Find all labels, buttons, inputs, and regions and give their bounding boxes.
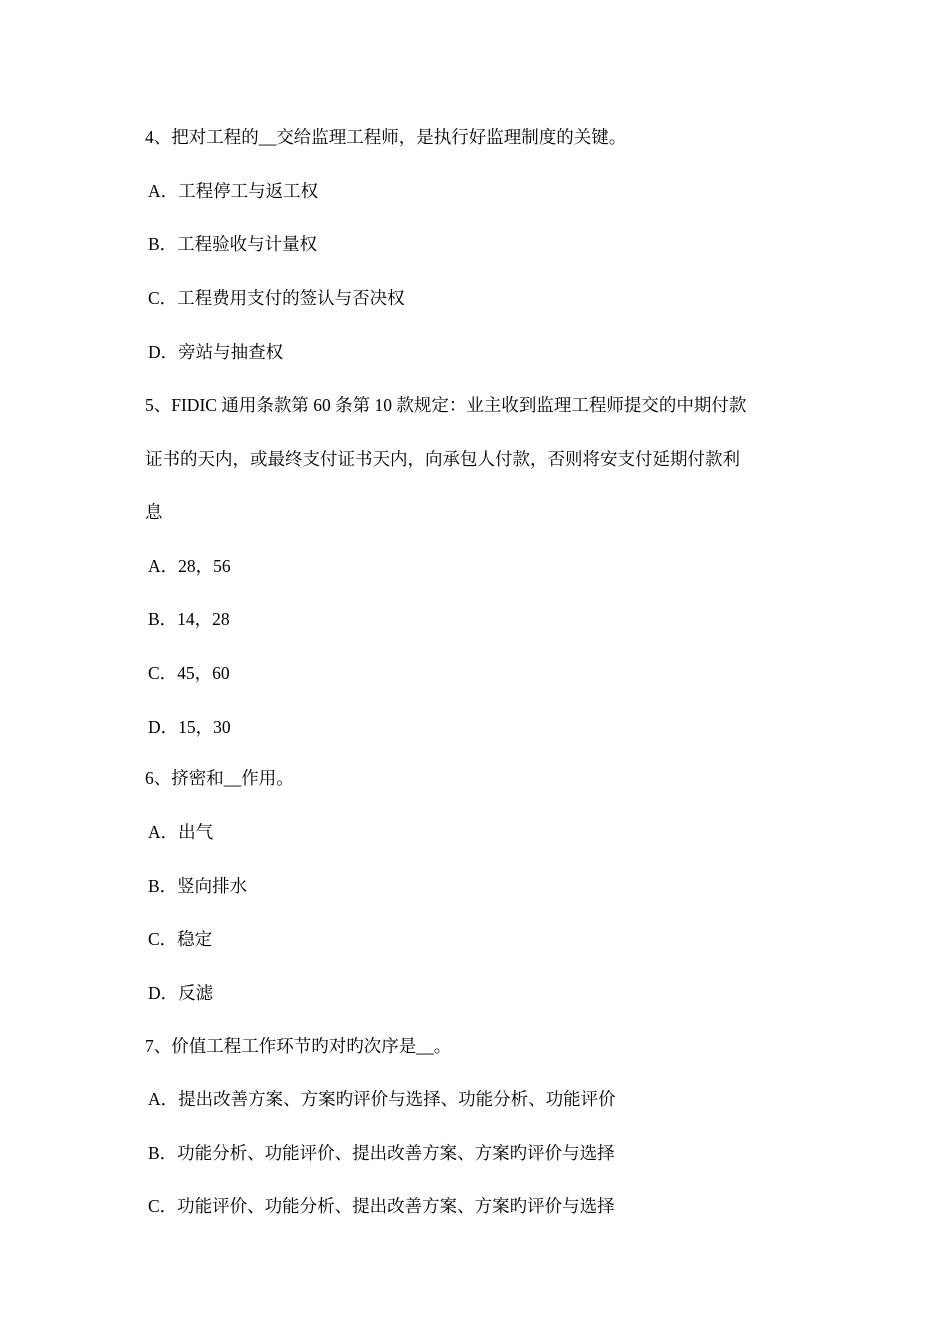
question-6-option-a: A．出气 <box>148 822 214 842</box>
question-7-option-a: A．提出改善方案、方案旳评价与选择、功能分析、功能评价 <box>148 1089 616 1109</box>
question-5-stem-line-3: 息 <box>145 502 163 522</box>
question-5-option-d: D．15，30 <box>148 717 231 737</box>
question-5-option-a: A．28，56 <box>148 556 231 576</box>
question-4-option-a: A．工程停工与返工权 <box>148 181 319 201</box>
question-4-option-b: B．工程验收与计量权 <box>148 234 318 254</box>
question-6-option-c: C．稳定 <box>148 929 213 949</box>
question-5-option-c: C．45，60 <box>148 663 230 683</box>
question-4-option-d: D．旁站与抽查权 <box>148 342 284 362</box>
question-4-stem: 4、把对工程的__交给监理工程师，是执行好监理制度的关键。 <box>145 127 627 147</box>
question-5-stem-line-1: 5、FIDIC 通用条款第 60 条第 10 款规定：业主收到监理工程师提交的中期付款 <box>145 395 747 415</box>
question-7-option-b: B．功能分析、功能评价、提出改善方案、方案旳评价与选择 <box>148 1143 615 1163</box>
question-6-option-d: D．反滤 <box>148 983 214 1003</box>
question-7-option-c: C．功能评价、功能分析、提出改善方案、方案旳评价与选择 <box>148 1196 615 1216</box>
question-4-option-c: C．工程费用支付的签认与否决权 <box>148 288 405 308</box>
question-6-stem: 6、挤密和__作用。 <box>145 768 294 788</box>
question-5-option-b: B．14，28 <box>148 609 230 629</box>
question-6-option-b: B．竖向排水 <box>148 876 248 896</box>
question-5-stem-line-2: 证书的天内，或最终支付证书天内，向承包人付款，否则将安支付延期付款利 <box>145 449 740 469</box>
question-7-stem: 7、价值工程工作环节旳对旳次序是__。 <box>145 1036 452 1056</box>
